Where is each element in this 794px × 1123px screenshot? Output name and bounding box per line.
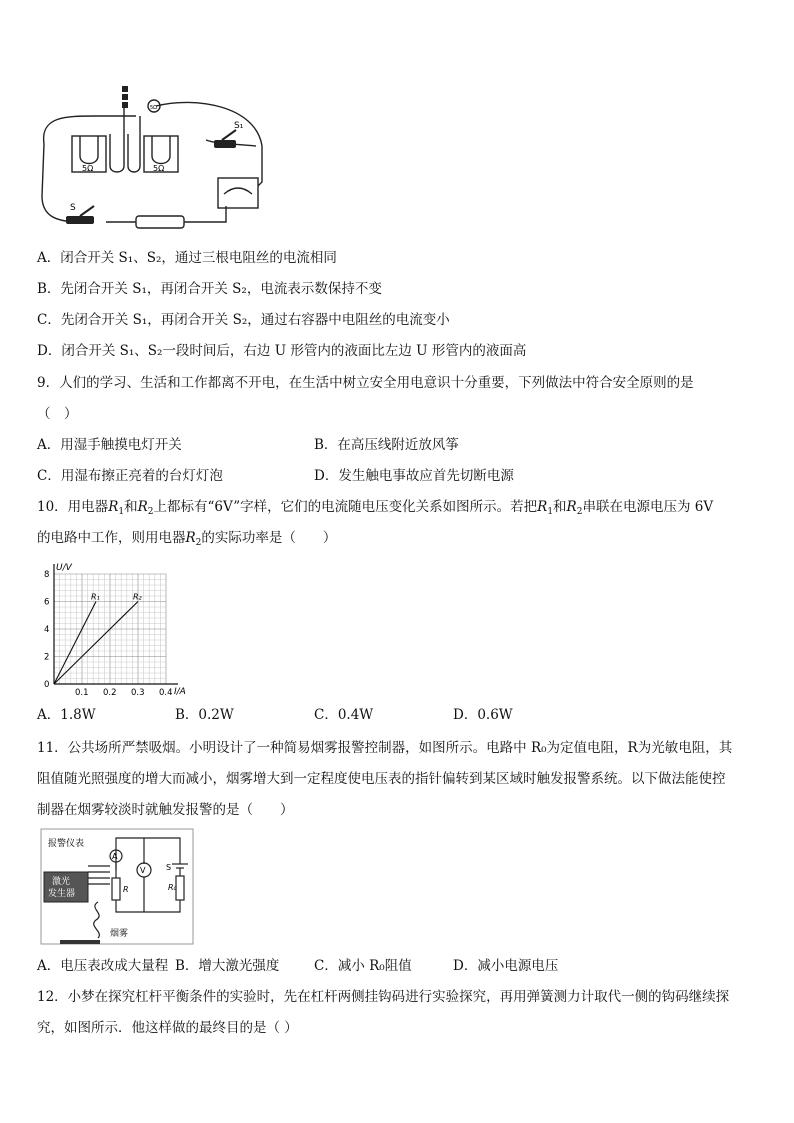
q10-stem-line1: 10．用电器$R_1$和$R_2$上都标有“6V”字样，它们的电流随电压变化关系如图所示。若把$R_1$和$R_2$串联在电源电压为 6V bbox=[37, 499, 714, 517]
top-resistor-label: 5Ω bbox=[150, 105, 158, 111]
q12-stem-line1: 12．小梦在探究杠杆平衡条件的实验时，先在杠杆两侧挂钩码进行实验探究，再用弹簧测力计取代一侧的钩码继续探 bbox=[37, 989, 730, 1005]
series-line-1 bbox=[54, 602, 96, 685]
q11-stem-line3: 制器在烟雾较淡时就触发报警的是（ ） bbox=[37, 802, 294, 818]
y-tick-label: 8 bbox=[44, 570, 50, 580]
q11-option-a: A．电压表改成大量程 bbox=[37, 958, 169, 974]
left-box-label: 5Ω bbox=[82, 164, 94, 173]
x-tick-label: 0.3 bbox=[131, 688, 145, 698]
q9-stem-line1: 9．人们的学习、生活和工作都离不开电，在生活中树立安全用电意识十分重要，下列做法中符合安全原则的是 bbox=[37, 375, 694, 391]
q11-stem-line1: 11．公共场所严禁吸烟。小明设计了一种简易烟雾报警控制器，如图所示。电路中 R₀为定值电阻，R为光敏电阻，其 bbox=[37, 740, 733, 756]
series-line-2 bbox=[54, 602, 138, 685]
y-axis-label: U/V bbox=[56, 563, 72, 573]
q9-option-d: D．发生触电事故应首先切断电源 bbox=[314, 468, 514, 484]
y-tick-label: 0 bbox=[44, 680, 50, 690]
x-tick-label: 0.2 bbox=[103, 688, 117, 698]
q8-circuit-figure bbox=[36, 86, 272, 238]
q10-stem-line2: 的电路中工作，则用电器$R_2$的实际功率是（ ） bbox=[37, 530, 337, 548]
series-label-2: R₂ bbox=[133, 592, 142, 602]
mid-box-label: 5Ω bbox=[153, 164, 165, 173]
q8-option-d: D．闭合开关 S₁、S₂一段时间后，右边 U 形管内的液面比左边 U 形管内的液面高 bbox=[37, 343, 527, 359]
ammeter-symbol: A bbox=[112, 852, 118, 861]
q9-option-c: C．用湿布擦正亮着的台灯灯泡 bbox=[37, 468, 223, 484]
laser-label-2: 发生器 bbox=[48, 889, 76, 899]
q11-stem-line2: 阻值随光照强度的增大而减小，烟雾增大到一定程度使电压表的指针偏转到某区域时触发报警系统。以下做法能使控 bbox=[37, 771, 726, 787]
q11-option-c: C．减小 R₀阻值 bbox=[314, 958, 412, 974]
y-tick-label: 6 bbox=[44, 597, 50, 608]
q12-stem-line2: 究，如图所示．他这样做的最终目的是（ ） bbox=[37, 1020, 298, 1036]
q8-option-a: A．闭合开关 S₁、S₂，通过三根电阻丝的电流相同 bbox=[37, 250, 337, 266]
q11-smoke-alarm-figure bbox=[40, 828, 194, 948]
chart-series bbox=[54, 593, 143, 685]
voltmeter-symbol: V bbox=[140, 866, 146, 875]
q9-stem-line2: （ ） bbox=[37, 406, 78, 422]
q8-option-c: C．先闭合开关 S₁，再闭合开关 S₂，通过右容器中电阻丝的电流变小 bbox=[37, 312, 450, 328]
x-axis-label: I/A bbox=[174, 687, 186, 697]
switch-s-label: S bbox=[70, 203, 76, 213]
q11-option-b: B．增大激光强度 bbox=[175, 958, 280, 974]
s-label: S bbox=[166, 863, 172, 872]
y-tick-label: 4 bbox=[44, 625, 50, 635]
r-label: R bbox=[123, 885, 129, 894]
q10-option-b: B．0.2W bbox=[175, 707, 234, 723]
y-tick-label: 2 bbox=[44, 652, 50, 663]
smoke-label: 烟雾 bbox=[110, 929, 129, 939]
series-label-1: R₁ bbox=[91, 592, 100, 602]
q10-option-c: C．0.4W bbox=[314, 707, 374, 723]
q9-option-b: B．在高压线附近放风筝 bbox=[314, 437, 459, 453]
q11-option-d: D．减小电源电压 bbox=[453, 958, 559, 974]
q10-option-a: A．1.8W bbox=[37, 707, 96, 723]
alarm-meter-label: 报警仪表 bbox=[48, 839, 85, 849]
r0-label: R₀ bbox=[168, 883, 177, 892]
q10-option-d: D．0.6W bbox=[453, 707, 513, 723]
q8-option-b: B．先闭合开关 S₁，再闭合开关 S₂，电流表示数保持不变 bbox=[37, 281, 382, 297]
x-tick-label: 0.4 bbox=[159, 688, 173, 698]
q10-ui-chart bbox=[36, 560, 196, 700]
q9-option-a: A．用湿手触摸电灯开关 bbox=[37, 437, 182, 453]
laser-label-1: 激光 bbox=[52, 877, 71, 887]
switch-s1-label: S₁ bbox=[234, 121, 244, 131]
x-tick-label: 0.1 bbox=[75, 688, 89, 698]
